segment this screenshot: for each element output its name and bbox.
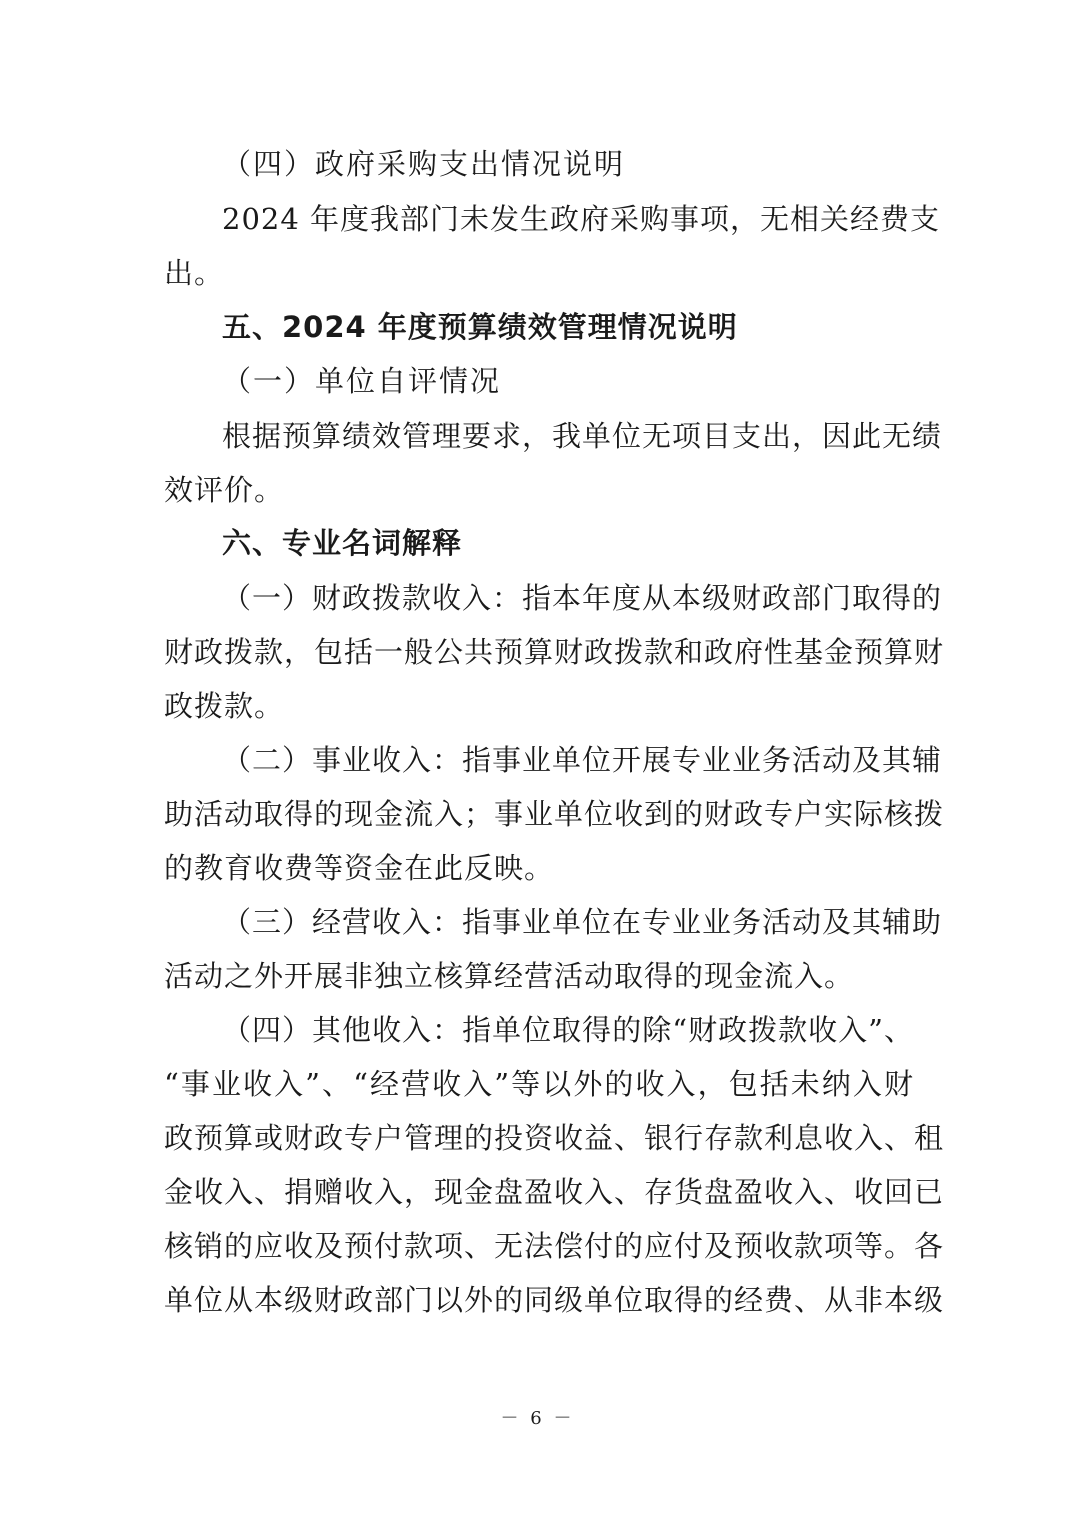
paragraph-line: 效评价。	[164, 473, 285, 507]
paragraph-line: 政拨款。	[164, 689, 285, 723]
paragraph-line: 的教育收费等资金在此反映。	[164, 851, 555, 885]
paragraph-line: 政预算或财政专户管理的投资收益、银行存款利息收入、租	[164, 1121, 945, 1155]
section-5-heading: 五、2024 年度预算绩效管理情况说明	[222, 310, 738, 344]
paragraph-line: 活动之外开展非独立核算经营活动取得的现金流入。	[164, 959, 855, 993]
paragraph-line: 财政拨款，包括一般公共预算财政拨款和政府性基金预算财	[164, 635, 945, 669]
section-4-heading: （四）政府采购支出情况说明	[222, 147, 626, 181]
paragraph-line: 核销的应收及预付款项、无法偿付的应付及预收款项等。各	[164, 1229, 945, 1263]
paragraph-line: 助活动取得的现金流入；事业单位收到的财政专户实际核拨	[164, 797, 945, 831]
page-number: － 6 －	[500, 1408, 575, 1429]
paragraph-line: 2024 年度我部门未发生政府采购事项，无相关经费支	[222, 202, 941, 236]
paragraph-line: 金收入、捐赠收入，现金盘盈收入、存货盘盈收入、收回已	[164, 1175, 945, 1209]
paragraph-line: （四）其他收入：指单位取得的除“财政拨款收入”、	[222, 1013, 914, 1047]
section-6-heading: 六、专业名词解释	[222, 526, 463, 560]
paragraph-line: （二）事业收入：指事业单位开展专业业务活动及其辅	[222, 743, 943, 777]
paragraph-line: （三）经营收入：指事业单位在专业业务活动及其辅助	[222, 905, 943, 939]
paragraph-line: 出。	[164, 256, 225, 290]
paragraph-line: “事业收入”、“经营收入”等以外的收入，包括未纳入财	[164, 1067, 914, 1101]
paragraph-line: 单位从本级财政部门以外的同级单位取得的经费、从非本级	[164, 1283, 945, 1317]
section-5-subheading: （一）单位自评情况	[222, 364, 502, 398]
paragraph-line: （一）财政拨款收入：指本年度从本级财政部门取得的	[222, 581, 943, 615]
paragraph-line: 根据预算绩效管理要求，我单位无项目支出，因此无绩	[222, 419, 943, 453]
